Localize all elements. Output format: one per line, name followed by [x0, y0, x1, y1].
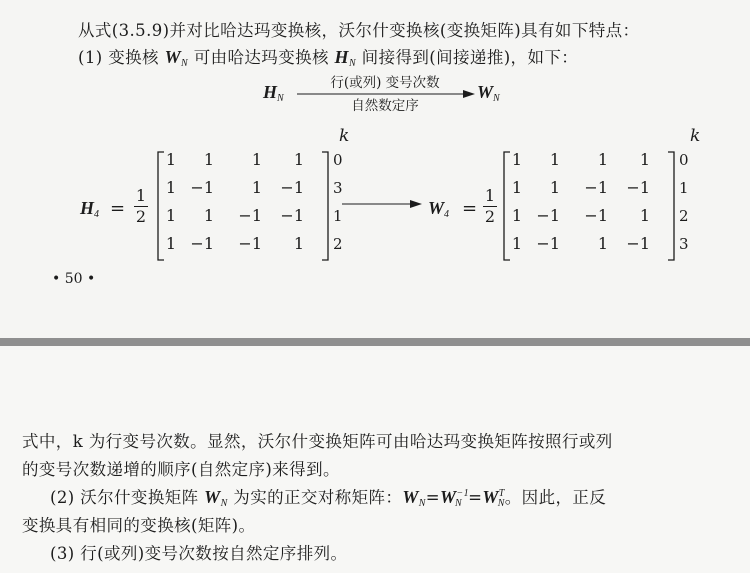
w4-cell-1-2: −1	[584, 178, 608, 197]
h4-cell-3-1: −1	[190, 234, 214, 253]
symbol-W-4: $W_4$	[428, 198, 450, 220]
text-line-2	[78, 44, 578, 69]
w4-cell-3-3: −1	[626, 234, 650, 253]
k-header-w4: k	[690, 126, 701, 146]
w4-cell-3-1: −1	[536, 234, 560, 253]
w4-cell-1-1: 1	[549, 178, 560, 197]
symbol-H-N-from: $H_N$	[263, 82, 284, 104]
symbol-W-N-to: $W_N$	[477, 82, 500, 104]
w4-k-0: 0	[679, 151, 689, 169]
text-line-4: 的变号次数递增的顺序(自然定序)来得到。	[22, 460, 340, 479]
h4-cell-2-2: −1	[238, 206, 262, 225]
h4-cell-2-0: 1	[165, 206, 176, 225]
w4-cell-1-0: 1	[511, 178, 522, 197]
h4-cell-0-0: 1	[165, 150, 176, 169]
text-line-2-mid: 可由哈达玛变换核	[188, 48, 335, 67]
w4-k-1: 1	[679, 179, 689, 197]
fraction-one-half-h: 1 2	[135, 186, 147, 226]
text-line-3: 式中，k 为行变号次数。显然，沃尔什变换矩阵可由哈达玛变换矩阵按照行或列	[22, 432, 613, 451]
page-separator	[0, 338, 750, 346]
h4-cell-1-3: −1	[280, 178, 304, 197]
h4-cell-1-1: −1	[190, 178, 214, 197]
h4-cell-3-2: −1	[238, 234, 262, 253]
h4-k-1: 3	[333, 179, 343, 197]
arrow-label-top: 行(或列) 变号次数	[330, 75, 440, 91]
symbol-H-4: $H_4$	[80, 198, 100, 220]
arrow-label-bottom: 自然数定序	[351, 98, 419, 114]
k-header-h4: k	[339, 126, 350, 146]
h4-k-0: 0	[333, 151, 343, 169]
symbol-H-N: $H_N$	[334, 47, 357, 69]
symbol-W-N-transpose: $W^T_N$	[482, 487, 505, 509]
w4-cell-2-0: 1	[511, 206, 522, 225]
h4-cell-1-0: 1	[165, 178, 176, 197]
h4-cell-3-3: 1	[293, 234, 304, 253]
w4-cell-3-0: 1	[511, 234, 522, 253]
text-line-6: 变换具有相同的变换核(矩阵)。	[22, 516, 256, 535]
text-line-7: (3) 行(或列)变号次数按自然定序排列。	[50, 544, 348, 563]
equals-sign-w: =	[462, 198, 478, 219]
transform-arrow-diagram	[255, 70, 515, 112]
equals-sign-h: =	[110, 198, 126, 219]
w4-cell-0-0: 1	[511, 150, 522, 169]
h4-cell-2-1: 1	[203, 206, 214, 225]
h4-cell-0-2: 1	[251, 150, 262, 169]
w4-cell-1-3: −1	[626, 178, 650, 197]
w4-cell-3-2: 1	[597, 234, 608, 253]
w4-cell-2-1: −1	[536, 206, 560, 225]
text-line-1: 从式(3.5.9)并对比哈达玛变换核，沃尔什变换核(变换矩阵)具有如下特点：	[78, 21, 640, 40]
w4-cell-2-3: 1	[639, 206, 650, 225]
w4-k-2: 2	[679, 207, 689, 225]
text-line-2-post: 间接得到(间接递推)，如下：	[356, 48, 579, 67]
symbol-W-N-inverse: $W^{-1}_N$	[440, 487, 469, 509]
h4-cell-3-0: 1	[165, 234, 176, 253]
w4-cell-2-2: −1	[584, 206, 608, 225]
arrow-between-matrices-icon	[342, 196, 426, 212]
w4-cell-0-2: 1	[597, 150, 608, 169]
w4-cell-0-3: 1	[639, 150, 650, 169]
h4-cell-1-2: 1	[251, 178, 262, 197]
page-number: • 50 •	[52, 271, 96, 287]
h4-k-2: 1	[333, 207, 343, 225]
h4-cell-2-3: −1	[280, 206, 304, 225]
h4-k-3: 2	[333, 235, 343, 253]
symbol-W-N-b1: $W_N$	[204, 487, 228, 509]
symbol-W-N: $W_N$	[164, 47, 189, 69]
text-line-2-pre: (1) 变换核	[78, 48, 165, 67]
fraction-one-half-w: 1 2	[484, 186, 496, 226]
symbol-W-N-b2: $W_N$	[402, 487, 426, 509]
h4-cell-0-3: 1	[293, 150, 304, 169]
text-line-5: (2) 沃尔什变换矩阵 $W_N$ 为实的正交对称矩阵：$W_N=W^{-1}_N =W^T_N$。因此，正反	[50, 487, 607, 509]
w4-cell-0-1: 1	[549, 150, 560, 169]
w4-k-3: 3	[679, 235, 689, 253]
h4-cell-0-1: 1	[203, 150, 214, 169]
